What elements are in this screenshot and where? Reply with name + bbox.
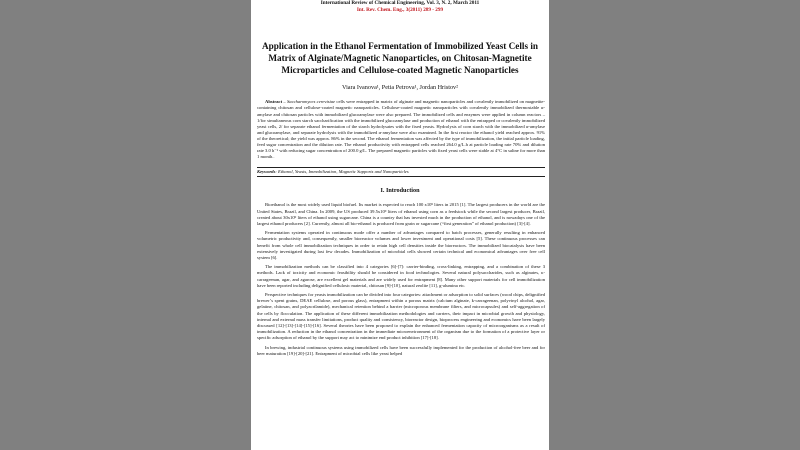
abstract [257, 99, 545, 160]
paragraph: Fermentation systems operated in continuous mode offer a number of advantages compared to batch processes, generally resulting in enhanced volumetric productivity and, consequently, smaller bioreactor volumes and lower investment and operational costs [5]. These continuous processes can benefit from whole cell immobilization techniques in order to retain high cell densities inside the bioreactors. The immobilized biocatalysts have been extensively investigated during last few decades. Immobilization of microbial cells showed certain technical and economical advantages over free cell system [6]. [257, 230, 545, 260]
abstract-dash: – [282, 99, 287, 105]
section-heading: I. Introduction [380, 187, 420, 195]
paragraph: Bioethanol is the most widely used liquid biofuel. Its market is expected to reach 100 x10⁹ liters in 2015 [1]. The largest producers in the world are the United States, Brazil, and China. In 2009, the US produced 39.5x10⁹ liters of ethanol using corn as a feedstock while the second largest producer, Brazil, created about 30x10⁹ liters of ethanol using sugarcane. China is a country that has invested much in the production of ethanol, and is nowadays one of the largest ethanol producers [2]. Currently, almost all bio-ethanol is produced from grain or sugarcane (“first generation” of ethanol production) [3]-[4]. [257, 202, 545, 226]
abstract-label: Abstract [265, 99, 283, 105]
paper-page [251, 0, 549, 450]
paragraph: Perspective techniques for yeasts immobilization can be divided into four categories: attachment or adsorption to solid surfaces (wood chips, delignified brewer’s spent grains, DEAE cellulose, and porous glass), entrapment within a porous matrix (calcium alginate, k-carrageenan, polyvinyl alcohol, agar, gelatine, chitosan, and polyacrilamide), mechanical retention behind a barrier (microporous membrane filters, and microcapsules) and self-aggregation of the cells by flocculation. The application of these different immobilization methodologies and carriers, their impact in microbial growth and physiology, internal and external mass transfer limitations, product quality and consistency, bioreactor design, bioprocess engineering and economics have been largely discussed [12]-[13]-[14]-[15]-[16]. Several theories have been proposed to explain the enhanced fermentation capacity of microorganisms as a result of immobilization. A reduction in the ethanol concentration in the immediate microenvironment of the organism due to the formation of a protective layer or specific adsorption of ethanol by the support may act to minimize end product inhibition [17]-[18]. [257, 291, 545, 341]
paper-title: Application in the Ethanol Fermentation of Immobilized Yeast Cells in Matrix of Alginate/Magnetic Nanoparticles, on Chitosan-Magnetite Microparticles and Cellulose-coated Magnetic Nanoparticles [261, 41, 539, 75]
journal-header [251, 0, 549, 13]
keywords-label: Keywords [257, 169, 276, 175]
paper-authors: Viara Ivanova¹, Petia Petrova¹, Jordan Hristov² [341, 84, 459, 92]
keywords [257, 167, 545, 177]
paragraph: The immobilization methods can be classified into 4 categories [6]-[7]: carrier-binding, cross-linking, entrapping, and a combination of these 3 methods. Lack of toxicity and economic feasibility should be considered in food technologies. Several natural polysaccharides, such as alginates, κ-carrageenan, agar, and agarose, are excellent gel materials and are widely used for entrapment [8]. Many other support materials for cell immobilization have been reported including delignified cellulosic material, chitosan [9]-[10], natural zeolite [11], g-alumina etc. [257, 264, 545, 288]
abstract-text: cells were entrapped in matrix of alginate and magnetic nanoparticles and covalently immobilized on magnetite-containing chitosan and cellulose-coated magnetic nanoparticles. Cellulose-coated magnetic nanoparticles with covalently immobilized thermostable α-amylase and chitosan particles with immobilized glucoamylase were also prepared. The immobilized cells and enzymes were applied in column reactors – 1/for simultaneous corn starch saccharification with the immobilized glucoamylase and production of ethanol with the entrapped or covalently immobilized yeast cells, 2/ for separate ethanol fermentation of the starch hydrolysates with the fixed yeasts. Hydrolysis of corn starch with the immobilized α-amylase and glucoamylase, and separate hydrolysis with the immobilized α-amylase were also examined. In the first reactor the ethanol yield reached approx. 91% of the theoretical; the yield was approx. 86% in the second. The ethanol fermentation was affected by the type of immobilization, the initial particle loading, feed sugar concentration and the dilution rate. The ethanol productivity with entrapped cells reached 264.0 g/L.h at particle loading rate 70% and dilution rate 3.0 h⁻¹ with reducing sugar concentration of 200.0 g/L. The prepared magnetic particles with fixed yeast cells were stable at 4°C in saline for more than 1 month.. [257, 99, 545, 160]
paragraph: In brewing, industrial continuous systems using immobilized cells have been successfully implemented for the production of alcohol-free beer and for beer maturation [19]-[20]-[21]. Entrapment of microbial cells like yeast helped [257, 344, 545, 356]
abstract-organism: Saccharomyces cerevisiae [286, 99, 336, 105]
journal-name: International Review of Chemical Engineering, Vol. 3, N. 2, March 2011 [320, 0, 480, 6]
journal-citation: Int. Rev. Chem. Eng., 3(2011) 289 - 299 [356, 6, 444, 13]
keywords-text: : Ethanol, Yeasts, Immobilization, Magnetic Supports and Nanoparticles [275, 169, 409, 175]
